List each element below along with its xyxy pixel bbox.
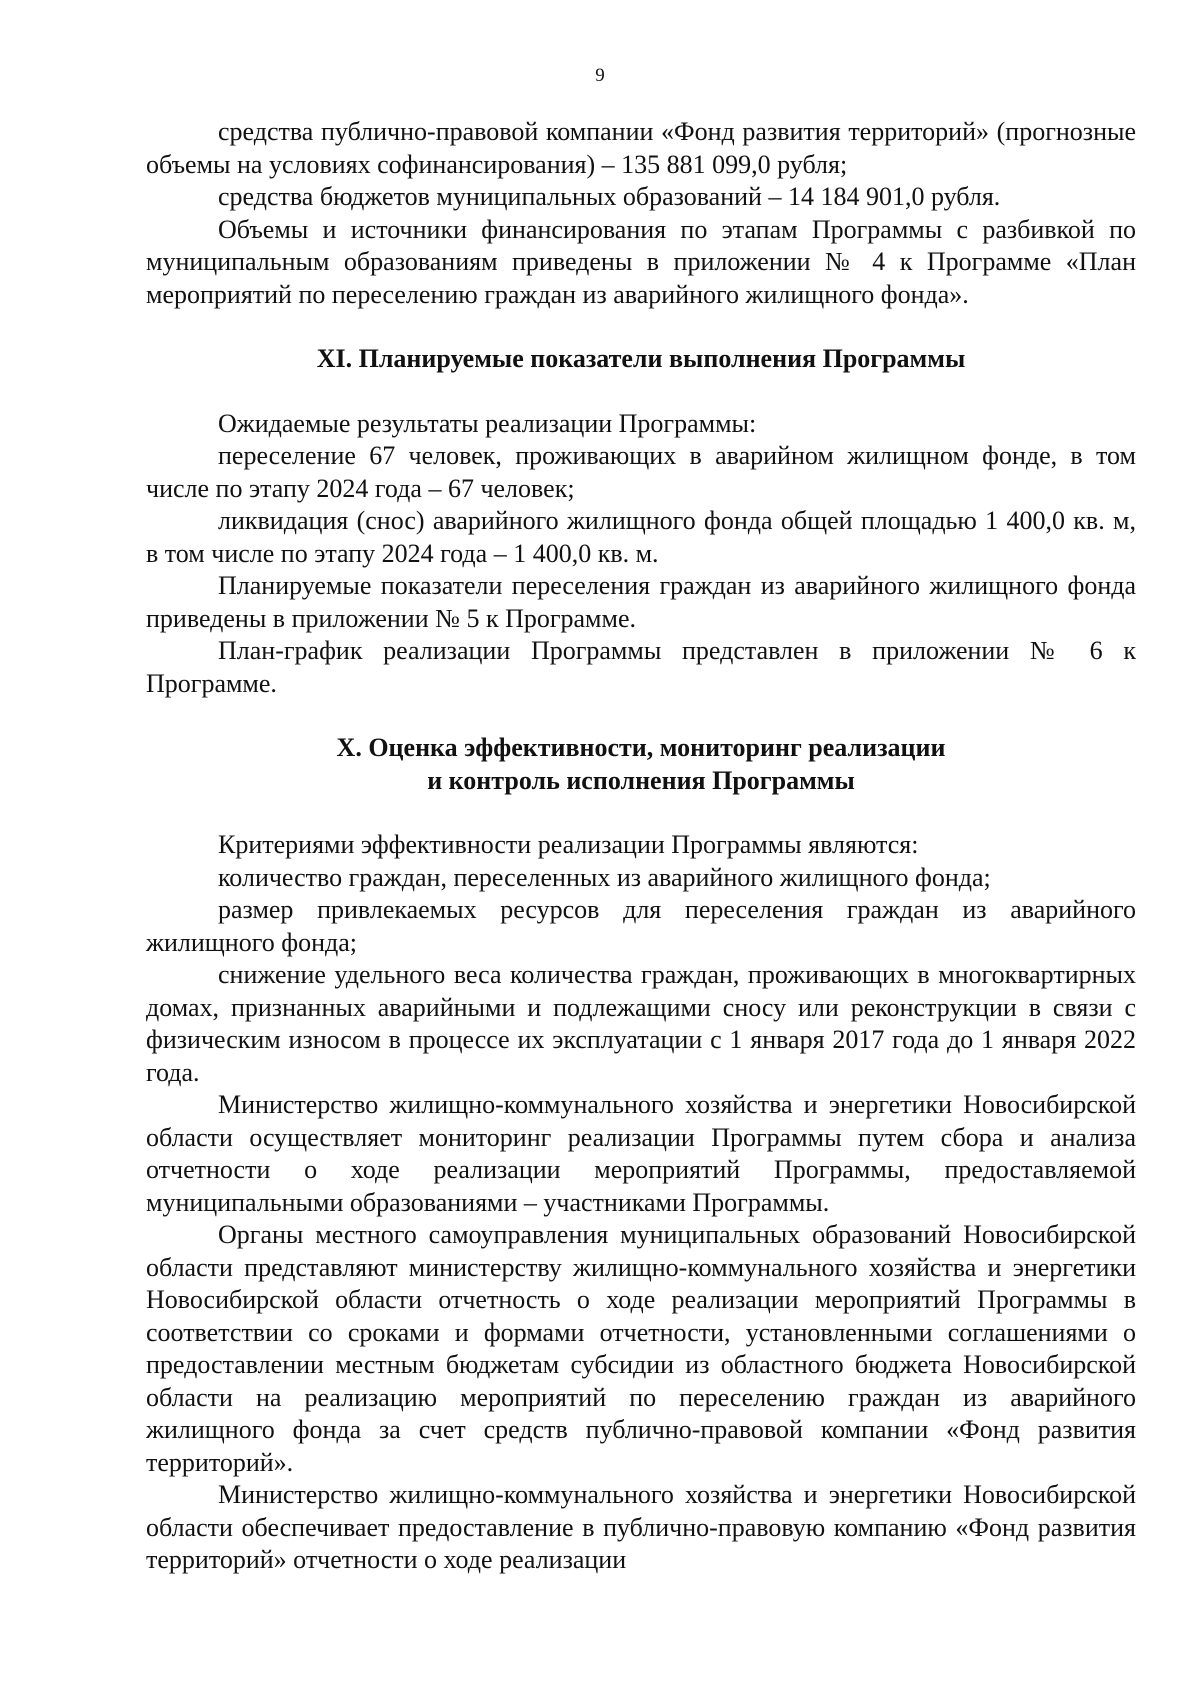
paragraph: Ожидаемые результаты реализации Программы:	[218, 408, 757, 438]
paragraph: средства публично-правовой компании «Фонд развития территорий» (прогнозные объемы на условиях софинансирования) – 135 881 099,0 рубля;	[146, 117, 1136, 179]
paragraph: переселение 67 человек, проживающих в аварийном жилищном фонде, в том числе по этапу 2024 года – 67 человек;	[146, 441, 1136, 503]
section-heading-x-line-1: X. Оценка эффективности, мониторинг реализации	[336, 733, 946, 762]
section-heading-xi: XI. Планируемые показатели выполнения Программы	[316, 344, 966, 373]
paragraph: Критериями эффективности реализации Программы являются:	[218, 830, 919, 859]
section-heading-x	[146, 732, 1136, 797]
paragraph: снижение удельного веса количества граждан, проживающих в многоквартирных домах, признанных аварийными и подлежащими сносу или реконструкции в связи с физическим износом в процессе их эксплуатации с 1 января 2017 года до 1 января 2022 года.	[146, 960, 1136, 1087]
paragraph: ликвидация (снос) аварийного жилищного фонда общей площадью 1 400,0 кв. м, в том числе по этапу 2024 года – 1 400,0 кв. м.	[146, 506, 1136, 568]
paragraph: План-график реализации Программы представлен в приложении № 6 к Программе.	[146, 636, 1136, 698]
paragraph: размер привлекаемых ресурсов для переселения граждан из аварийного жилищного фонда;	[146, 895, 1136, 957]
paragraph: Органы местного самоуправления муниципальных образований Новосибирской области представляют министерству жилищно-коммунального хозяйства и энергетики Новосибирской области отчетность о ходе реализации мероприятий Программы в соответствии со сроками и формами отчетности, установленными соглашениями о предоставлении местным бюджетам субсидии из областного бюджета Новосибирской области на реализацию мероприятий по переселению граждан из аварийного жилищного фонда за счет средств публично-правовой компании «Фонд развития территорий».	[146, 1220, 1136, 1477]
paragraph: Объемы и источники финансирования по этапам Программы с разбивкой по муниципальным образованиям приведены в приложении № 4 к Программе «План мероприятий по переселению граждан из аварийного жилищного фонда».	[146, 214, 1136, 309]
paragraph: Министерство жилищно-коммунального хозяйства и энергетики Новосибирской области обеспечивает предоставление в публично-правовую компанию «Фонд развития территорий» отчетности о ходе реализации	[146, 1480, 1136, 1574]
paragraph: Министерство жилищно-коммунального хозяйства и энергетики Новосибирской области осуществляет мониторинг реализации Программы путем сбора и анализа отчетности о ходе реализации мероприятий Программы, предоставляемой муниципальными образованиями – участниками Программы.	[146, 1090, 1136, 1217]
document-body	[146, 116, 1136, 1577]
paragraph: Планируемые показатели переселения граждан из аварийного жилищного фонда приведены в приложении № 5 к Программе.	[146, 571, 1136, 633]
section-heading-x-line-2: и контроль исполнения Программы	[427, 765, 855, 795]
paragraph: средства бюджетов муниципальных образований – 14 184 901,0 рубля.	[218, 182, 1001, 211]
paragraph: количество граждан, переселенных из аварийного жилищного фонда;	[218, 862, 991, 892]
page-number: 9	[595, 65, 605, 86]
